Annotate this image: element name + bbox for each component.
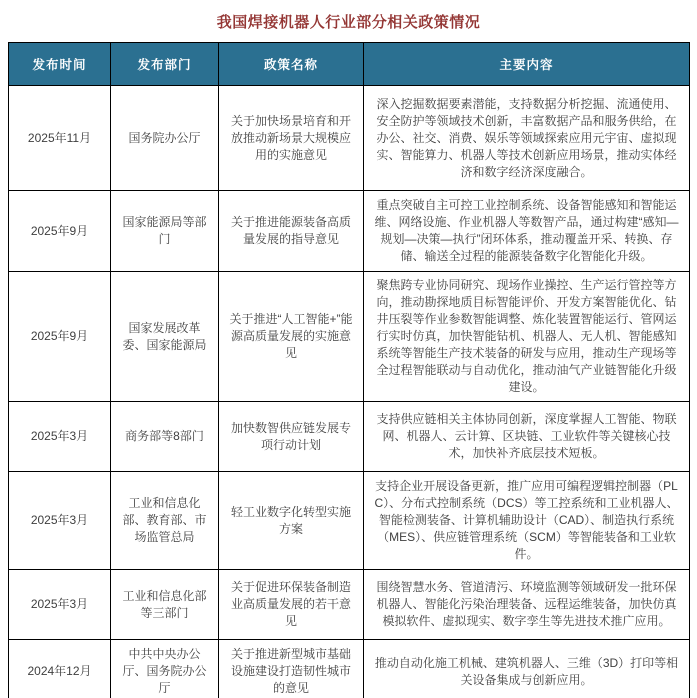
table-row	[9, 570, 690, 640]
cell-policy-name: 关于推进能源装备高质量发展的指导意见	[219, 191, 364, 272]
cell-main-content: 重点突破自主可控工业控制系统、设备智能感知和智能运维、网络设施、作业机器人等数智产品，通过构建“感知—规划—决策—执行”闭环体系，推动覆盖开采、转换、存储、输送全过程的能源装备数字化智能化升级。	[364, 191, 690, 272]
cell-policy-name: 加快数智供应链发展专项行动计划	[219, 402, 364, 472]
table-row	[9, 191, 690, 272]
cell-policy-name: 关于促进环保装备制造业高质量发展的若干意见	[219, 570, 364, 640]
cell-policy-name: 关于推进“人工智能+”能源高质量发展的实施意见	[219, 272, 364, 402]
cell-publish-dept: 国家发展改革委、国家能源局	[111, 272, 219, 402]
table-row	[9, 402, 690, 472]
cell-publish-dept: 国家能源局等部门	[111, 191, 219, 272]
cell-publish-dept: 中共中央办公厅、国务院办公厅	[111, 640, 219, 698]
cell-publish-date: 2025年9月	[9, 191, 111, 272]
col-header-publish-dept: 发布部门	[111, 43, 219, 86]
cell-policy-name: 关于加快场景培育和开放推动新场景大规模应用的实施意见	[219, 86, 364, 191]
table-row	[9, 640, 690, 698]
cell-main-content: 推动自动化施工机械、建筑机器人、三维（3D）打印等相关设备集成与创新应用。	[364, 640, 690, 698]
cell-publish-dept: 工业和信息化部等三部门	[111, 570, 219, 640]
cell-main-content: 围绕智慧水务、管道清污、环境监测等领域研发一批环保机器人、智能化污染治理装备、远程运维装备，加快仿真模拟软件、虚拟现实、数字孪生等先进技术推广应用。	[364, 570, 690, 640]
cell-publish-date: 2024年12月	[9, 640, 111, 698]
cell-publish-dept: 商务部等8部门	[111, 402, 219, 472]
cell-policy-name: 关于推进新型城市基础设施建设打造韧性城市的意见	[219, 640, 364, 698]
cell-main-content: 深入挖掘数据要素潜能，支持数据分析挖掘、流通使用、安全防护等领域技术创新，丰富数据产品和服务供给，在办公、社交、消费、娱乐等领域探索应用元宇宙、虚拟现实、智能算力、机器人等技术创新应用场景，推动实体经济和数字经济深度融合。	[364, 86, 690, 191]
cell-publish-date: 2025年3月	[9, 402, 111, 472]
cell-publish-date: 2025年9月	[9, 272, 111, 402]
col-header-main-content: 主要内容	[364, 43, 690, 86]
cell-publish-dept: 工业和信息化部、教育部、市场监管总局	[111, 472, 219, 570]
table-row	[9, 86, 690, 191]
page-title: 我国焊接机器人行业部分相关政策情况	[216, 14, 481, 31]
col-header-policy-name: 政策名称	[219, 43, 364, 86]
col-header-publish-date: 发布时间	[9, 43, 111, 86]
cell-policy-name: 轻工业数字化转型实施方案	[219, 472, 364, 570]
cell-publish-date: 2025年3月	[9, 570, 111, 640]
header-row	[9, 43, 690, 86]
cell-publish-date: 2025年11月	[9, 86, 111, 191]
cell-publish-dept: 国务院办公厅	[111, 86, 219, 191]
table-row	[9, 472, 690, 570]
cell-main-content: 支持供应链相关主体协同创新，深度掌握人工智能、物联网、机器人、云计算、区块链、工业软件等关键核心技术，加快补齐底层技术短板。	[364, 402, 690, 472]
policy-table	[8, 42, 690, 698]
cell-main-content: 聚焦跨专业协同研究、现场作业操控、生产运行管控等方向，推动勘探地质目标智能评价、开发方案智能优化、钻井压裂等作业参数智能调整、炼化装置智能运行、管网运行实时仿真，加快智能钻机、机器人、无人机、智能感知系统等智能生产技术装备的研发与应用，推动生产现场等全过程智能联动与自动优化，推动油气产业链智能化升级建设。	[364, 272, 690, 402]
cell-publish-date: 2025年3月	[9, 472, 111, 570]
cell-main-content: 支持企业开展设备更新，推广应用可编程逻辑控制器（PLC）、分布式控制系统（DCS）等工控系统和工业机器人、智能检测装备、计算机辅助设计（CAD）、制造执行系统（MES）、供应链管理系统（SCM）等智能装备和工业软件。	[364, 472, 690, 570]
table-row	[9, 272, 690, 402]
